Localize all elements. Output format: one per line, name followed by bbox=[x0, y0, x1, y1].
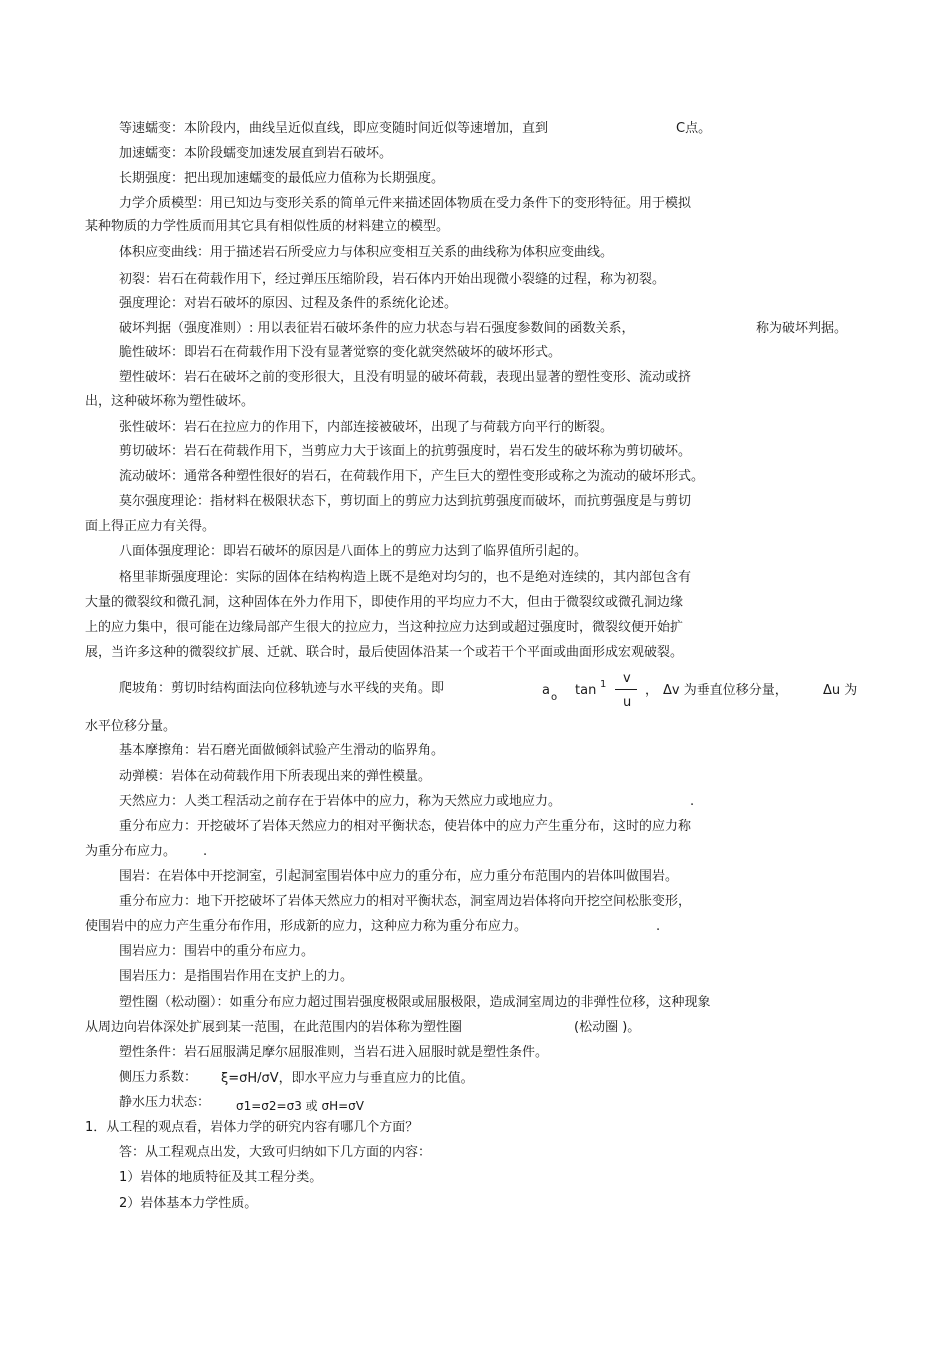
text-line: 加速蠕变：本阶段蠕变加速发展直到岩石破坏。 bbox=[119, 146, 393, 161]
text-line: 大量的微裂纹和微孔洞，这种固体在外力作用下，即使作用的平均应力不大，但由于微裂纹或微孔洞边缘 bbox=[85, 595, 684, 610]
text-line: 围岩应力：围岩中的重分布应力。 bbox=[119, 944, 315, 959]
text-line: 静水压力状态： bbox=[119, 1095, 211, 1110]
text-fragment: (松动圈 )。 bbox=[574, 1020, 641, 1035]
text-line: 塑性条件：岩石屈服满足摩尔屈服准则，当岩石进入屈服时就是塑性条件。 bbox=[119, 1045, 549, 1060]
fraction-bar bbox=[615, 689, 637, 690]
text-line: 莫尔强度理论：指材料在极限状态下，剪切面上的剪应力达到抗剪强度而破坏，而抗剪强度是与剪切 bbox=[119, 494, 692, 509]
text-line: 格里菲斯强度理论：实际的固体在结构构造上既不是绝对均匀的，也不是绝对连续的，其内部包含有 bbox=[119, 570, 692, 585]
text-line: 塑性圈（松动圈）：如重分布应力超过围岩强度极限或屈服极限，造成洞室周边的非弹性位移，这种现象 bbox=[119, 995, 711, 1010]
text-line: 剪切破坏：岩石在荷载作用下，当剪应力大于该面上的抗剪强度时，岩石发生的破坏称为剪切破坏。 bbox=[119, 444, 692, 459]
text-fragment: 称为破坏判据。 bbox=[756, 321, 848, 336]
formula-subscript: o bbox=[551, 692, 558, 703]
text-line: 破坏判据（强度准则）: 用以表征岩石破坏条件的应力状态与岩石强度参数间的函数关系， bbox=[119, 321, 635, 336]
formula-superscript: 1 bbox=[600, 679, 607, 690]
text-line: 侧压力系数： bbox=[119, 1070, 198, 1085]
formula-comma: ， bbox=[645, 683, 659, 698]
text-line: 天然应力：人类工程活动之前存在于岩体中的应力，称为天然应力或地应力。 bbox=[119, 794, 562, 809]
text-line: 流动破坏：通常各种塑性很好的岩石，在荷载作用下，产生巨大的塑性变形或称之为流动的破坏形式。 bbox=[119, 469, 705, 484]
text-fragment: C点。 bbox=[676, 121, 712, 136]
text-line: 某种物质的力学性质而用其它具有相似性质的材料建立的模型。 bbox=[85, 219, 450, 234]
text-line: 围岩：在岩体中开挖洞室，引起洞室围岩体中应力的重分布，应力重分布范围内的岩体叫做围岩。 bbox=[119, 869, 679, 884]
text-line: 爬坡角：剪切时结构面法向位移轨迹与水平线的夹角。即 bbox=[119, 681, 445, 696]
text-line: 张性破坏：岩石在拉应力的作用下，内部连接被破坏，出现了与荷载方向平行的断裂。 bbox=[119, 420, 614, 435]
formula-denominator: u bbox=[623, 695, 632, 710]
text-line: 体积应变曲线：用于描述岩石所受应力与体积应变相互关系的曲线称为体积应变曲线。 bbox=[119, 245, 614, 260]
text-line: 重分布应力：开挖破坏了岩体天然应力的相对平衡状态，使岩体中的应力产生重分布，这时的应力称 bbox=[119, 819, 692, 834]
list-item: 2）岩体基本力学性质。 bbox=[119, 1196, 258, 1211]
text-line: 等速蠕变：本阶段内，曲线呈近似直线，即应变随时间近似等速增加，直到 bbox=[119, 121, 549, 136]
formula-symbol: a bbox=[542, 683, 550, 698]
text-line: 长期强度：把出现加速蠕变的最低应力值称为长期强度。 bbox=[119, 171, 445, 186]
text-fragment: Δv 为垂直位移分量， bbox=[663, 683, 788, 698]
text-line: 强度理论：对岩石破坏的原因、过程及条件的系统化论述。 bbox=[119, 296, 458, 311]
text-line: 初裂：岩石在荷载作用下，经过弹压压缩阶段，岩石体内开始出现微小裂缝的过程，称为初裂。 bbox=[119, 272, 666, 287]
text-line: 脆性破坏：即岩石在荷载作用下没有显著觉察的变化就突然破坏的破坏形式。 bbox=[119, 345, 562, 360]
text-line: 动弹模：岩体在动荷载作用下所表现出来的弹性模量。 bbox=[119, 769, 432, 784]
list-item: 1）岩体的地质特征及其工程分类。 bbox=[119, 1170, 323, 1185]
text-line: 从周边向岩体深处扩展到某一范围，在此范围内的岩体称为塑性圈 bbox=[85, 1020, 463, 1035]
text-line: 八面体强度理论：即岩石破坏的原因是八面体上的剪应力达到了临界值所引起的。 bbox=[119, 544, 588, 559]
text-fragment: . bbox=[656, 919, 661, 934]
text-line: 出，这种破坏称为塑性破坏。 bbox=[85, 394, 255, 409]
lateral-pressure-formula: ξ=σH/σV，即水平应力与垂直应力的比值。 bbox=[221, 1071, 474, 1086]
text-fragment: . bbox=[203, 844, 208, 859]
text-line: 面上得正应力有关得。 bbox=[85, 519, 216, 534]
text-line: 上的应力集中，很可能在边缘局部产生很大的拉应力，当这种拉应力达到或超过强度时，微裂纹便开始扩 bbox=[85, 620, 684, 635]
text-fragment: . bbox=[690, 794, 695, 809]
text-line: 答：从工程观点出发，大致可归纳如下几方面的内容： bbox=[119, 1145, 432, 1160]
text-line: 塑性破坏：岩石在破坏之前的变形很大，且没有明显的破坏荷载，表现出显著的塑性变形、流动或挤 bbox=[119, 370, 692, 385]
text-line: 水平位移分量。 bbox=[85, 719, 177, 734]
text-line: 使围岩中的应力产生重分布作用，形成新的应力，这种应力称为重分布应力。 bbox=[85, 919, 528, 934]
text-line: 围岩压力：是指围岩作用在支护上的力。 bbox=[119, 969, 354, 984]
formula-function: tan bbox=[575, 683, 597, 698]
text-line: 为重分布应力。 bbox=[85, 844, 177, 859]
question-heading: 1．从工程的观点看，岩体力学的研究内容有哪几个方面？ bbox=[85, 1120, 419, 1135]
text-line: 重分布应力：地下开挖破坏了岩体天然应力的相对平衡状态，洞室周边岩体将向开挖空间松胀变形， bbox=[119, 894, 692, 909]
text-fragment: Δu 为 bbox=[823, 683, 858, 698]
hydrostatic-formula: σ1=σ2=σ3 或 σH=σV bbox=[236, 1099, 364, 1113]
formula-numerator: v bbox=[623, 671, 631, 686]
text-line: 基本摩擦角：岩石磨光面做倾斜试验产生滑动的临界角。 bbox=[119, 743, 445, 758]
text-line: 力学介质模型：用已知边与变形关系的简单元件来描述固体物质在受力条件下的变形特征。用于模拟 bbox=[119, 196, 692, 211]
text-line: 展，当许多这种的微裂纹扩展、迁就、联合时，最后使固体沿某一个或若干个平面或曲面形成宏观破裂。 bbox=[85, 645, 684, 660]
